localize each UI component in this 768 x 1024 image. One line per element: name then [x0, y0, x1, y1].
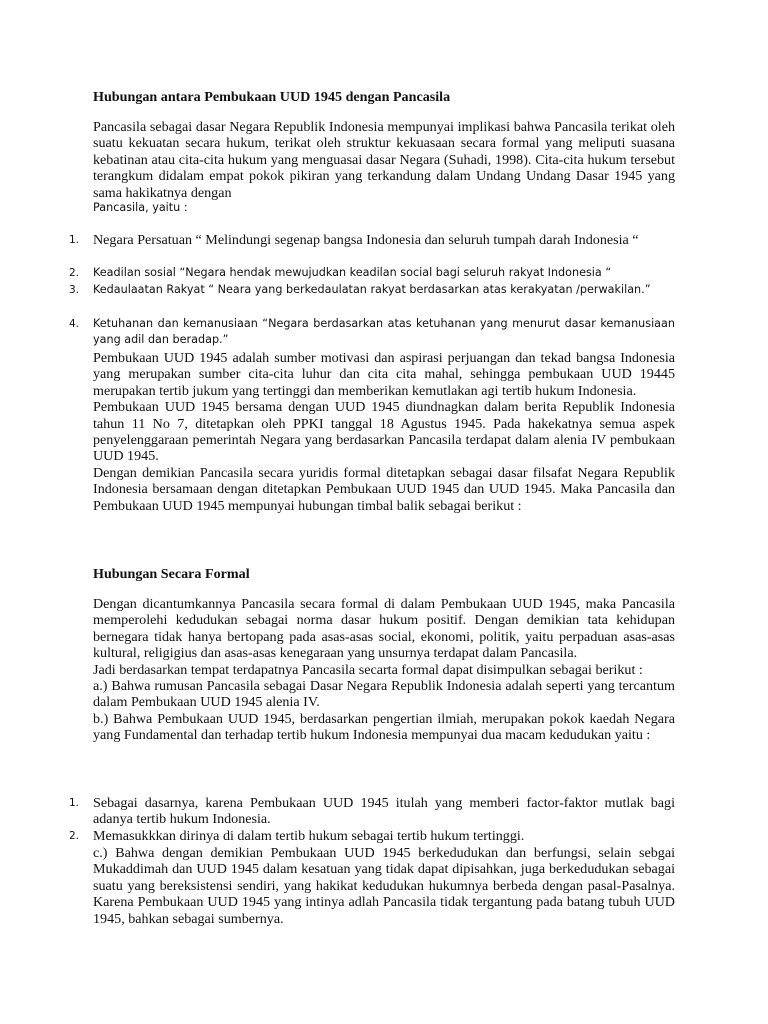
list-number: 2.	[69, 267, 80, 279]
paragraph-text: Pembukaan UUD 1945 adalah sumber motivasi dan aspirasi perjuangan dan tekad bangsa Indonesia yang merupakan sumber cita-cita luhur dan cita cita mahal, sehingga pembukaan UUD 19445 merupakan tertib jukum yang tertinggi dan memberikan kemutlakan agi tertib hukum Indonesia.	[93, 350, 675, 399]
list-item	[93, 316, 675, 349]
paragraph-text: Pembukaan UUD 1945 bersama dengan UUD 1945 diundnagkan dalam berita Republik Indonesia tahun 11 No 7, ditetapkan oleh PPKI tanggal 18 Agustus 1945. Pada hakekatnya semua aspek penyelenggaraan pemerintah Negara yang berdasarkan Pancasila terdapat dalam alenia IV pembukaan UUD 1945.	[93, 399, 675, 465]
list-item	[93, 232, 675, 248]
item-a: a.) Bahwa rumusan Pancasila sebagai Dasar Negara Republik Indonesia adalah seperti yang tercantum dalam Pembukaan UUD 1945 alenia IV.	[93, 678, 675, 711]
item-c: c.) Bahwa dengan demikian Pembukaan UUD 1945 berkedudukan dan berfungsi, selain sebgai Mukaddimah dan UUD 1945 dalam kesatuan yang tidak dapat dipisahkan, juga berkedudukan sebagai suatu yang bereksistensi sendiri, yang hakikat kedudukan hukumnya berbeda dengan pasal-Pasalnya. Karena Pembukaan UUD 1945 yang intinya adlah Pancasila tidak tergantung pada batang tubuh UUD 1945, bahkan sebagai sumbernya.	[93, 845, 675, 927]
list-number: 3.	[69, 284, 80, 296]
list-item-text: Negara Persatuan “ Melindungi segenap bangsa Indonesia dan seluruh tumpah darah Indonesia “	[93, 232, 639, 248]
list-item	[93, 828, 675, 844]
list-item	[93, 282, 675, 298]
item-b: b.) Bahwa Pembukaan UUD 1945, berdasarkan pengertian ilmiah, merupakan pokok kaedah Negara yang Fundamental dan terhadap tertib hukum Indonesia mempunyai dua macam kedudukan yaitu :	[93, 710, 675, 744]
paragraph	[93, 350, 675, 514]
list-number: 1.	[69, 797, 80, 809]
list-item-text: Memasukkkan dirinya di dalam tertib hukum sebagai tertib hukum tertinggi.	[93, 828, 525, 844]
list-item-text: Keadilan sosial “Negara hendak mewujudkan keadilan social bagi seluruh rakyat Indonesia “	[93, 266, 612, 279]
paragraph-text: Dengan demikian Pancasila secara yuridis formal ditetapkan sebagai dasar filsafat Negara Republik Indonesia bersamaan dengan ditetapkan Pembukaan UUD 1945 dan UUD 1945. Maka Pancasila dan Pembukaan UUD 1945 mempunyai hubungan timbal balik sebagai berikut :	[93, 464, 675, 514]
item-c-paragraph	[93, 845, 675, 927]
intro-text: Pancasila sebagai dasar Negara Republik Indonesia mempunyai implikasi bahwa Pancasila terikat oleh suatu kekuatan secara hukum, terikat oleh struktur kekuasaan secara formal yang meliputi suasana kebatinan atau cita-cita hukum yang menguasai dasar Negara (Suhadi, 1998). Cita-cita hukum tersebut terangkum didalam empat pokok pikiran yang terkandung dalam Undang Undang Dasar 1945 yang sama hakikatnya dengan	[93, 119, 675, 201]
section-subtitle: Hubungan Secara Formal	[93, 566, 250, 582]
intro-paragraph	[93, 119, 675, 215]
paragraph	[93, 596, 675, 744]
list-item-text: Ketuhanan dan kemanusiaan “Negara berdasarkan atas ketuhanan yang menurut dasar kemanusiaan yang adil dan beradap.”	[93, 317, 675, 347]
paragraph-text: Jadi berdasarkan tempat terdapatnya Pancasila secarta formal dapat disimpulkan sebagai berikut :	[93, 661, 643, 678]
list-item	[93, 265, 675, 281]
list-number: 2.	[69, 830, 80, 842]
paragraph-text: Dengan dicantumkannya Pancasila secara formal di dalam Pembukaan UUD 1945, maka Pancasila memperolehi kedudukan sebagai norma dasar hukum positif. Dengan demikian tata kehidupan bernegara tidak hanya bertopang pada asas-asas social, ekonomi, politik, yaitu perpaduan asas-asas kultural, religigius dan asas-asas kenegaraan yang unsurnya terdapat dalam Pancasila.	[93, 596, 675, 662]
list-item-text: Sebagai dasarnya, karena Pembukaan UUD 1945 itulah yang memberi factor-faktor mutlak bagi adanya tertib hukum Indonesia.	[93, 795, 675, 828]
list-item	[93, 795, 675, 828]
list-item-text: Kedaulaatan Rakyat “ Neara yang berkedaulatan rakyat berdasarkan atas kerakyatan /perwakilan.”	[93, 283, 651, 296]
page-title: Hubungan antara Pembukaan UUD 1945 dengan Pancasila	[93, 89, 451, 105]
intro-tail: Pancasila, yaitu :	[93, 201, 188, 215]
list-number: 1.	[69, 234, 80, 246]
list-number: 4.	[69, 318, 80, 330]
